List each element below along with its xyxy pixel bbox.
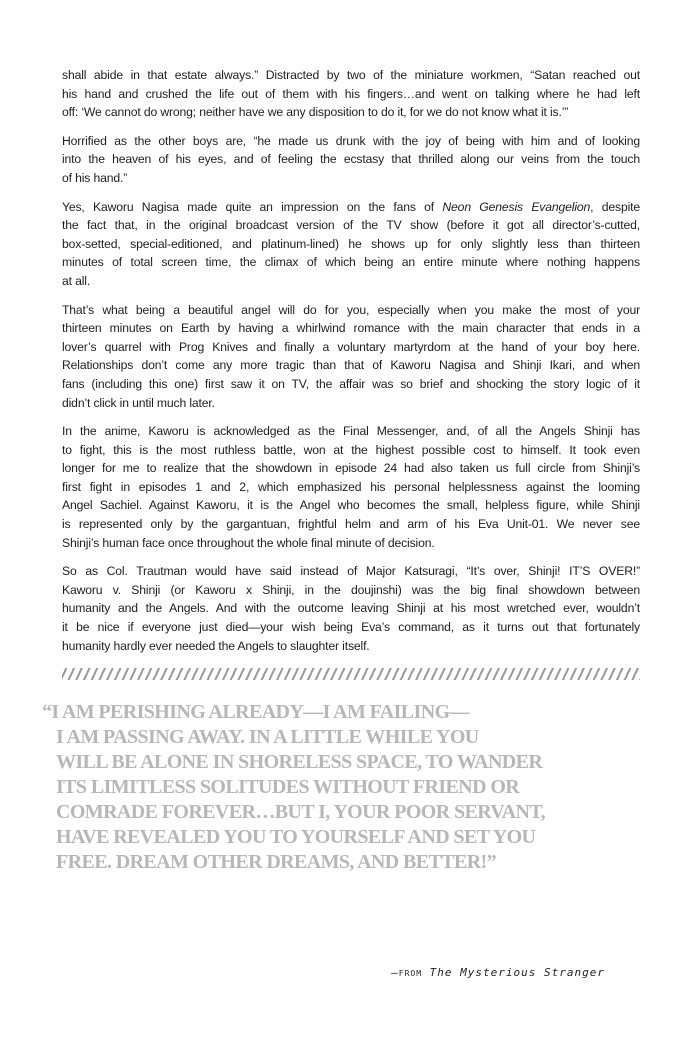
text-line: So as Col. Trautman would have said instead of Major Katsuragi, “It’s over, Shinji! IT’S OVER!” — [62, 564, 640, 579]
paragraph-3 — [62, 198, 640, 291]
text-line: the fact that, in the original broadcast version of the TV show (before it got all director’s-cutted, — [62, 218, 640, 233]
paragraph-5 — [62, 422, 640, 552]
text-line: humanity hardly ever needed the Angels to slaughter itself. — [62, 638, 370, 653]
text-line: lover’s quarrel with Prog Knives and finally a voluntary martyrdom at the hand of your boy here. — [62, 339, 640, 354]
text-line: didn’t click in until much later. — [62, 395, 215, 410]
text-line: into the heaven of his eyes, and of feeling the ecstasy that thrilled along our veins from the touch — [62, 152, 640, 167]
text-line: Shinji’s human face once throughout the whole final minute of decision. — [62, 535, 435, 550]
text-line: Relationships don’t come any more tragic than that of Kaworu Nagisa and Shinji Ikari, and when — [62, 358, 640, 373]
paragraph-1 — [62, 66, 640, 122]
text-line: first fight in episodes 1 and 2, which emphasized his personal helplessness against the looming — [62, 479, 640, 494]
text-line — [62, 198, 640, 217]
show-title: Neon Genesis Evangelion — [442, 199, 591, 214]
text-line: shall abide in that estate always.” Distracted by two of the miniature workmen, “Satan reached out — [62, 68, 640, 82]
text-line: to fight, this is the most ruthless battle, won at the highest possible cost to himself. It took even — [62, 442, 640, 457]
paragraph-2 — [62, 132, 640, 188]
text-run: , despite — [590, 199, 640, 214]
text-line: thirteen minutes on Earth by having a whirlwind romance with the main character that ends in a — [62, 321, 640, 336]
text-line: Horrified as the other boys are, “he made us drunk with the joy of being with him and of looking — [62, 133, 640, 148]
attribution-title: The Mysterious Stranger — [429, 966, 605, 979]
quote-line: I AM PASSING AWAY. IN A LITTLE WHILE YOU — [56, 726, 479, 748]
quote-attribution — [391, 966, 605, 979]
attribution-prefix: —from — [391, 966, 423, 979]
quote-line: WILL BE ALONE IN SHORELESS SPACE, TO WANDER — [56, 751, 543, 773]
hatched-divider — [62, 668, 640, 680]
text-line: is represented only by the gargantuan, frightful helm and arm of his Eva Unit-01. We never see — [62, 517, 640, 532]
text-line: That’s what being a beautiful angel will do for you, especially when you make the most of your — [62, 302, 640, 317]
text-line: longer for me to realize that the showdown in episode 24 had also taken us full circle from Shinji’s — [62, 461, 640, 476]
text-line: box-setted, special-editioned, and platinum-lined) he shows up for only slightly less than thirteen — [62, 236, 640, 251]
paragraph-4 — [62, 301, 640, 413]
text-run: Yes, Kaworu Nagisa made quite an impression on the fans of — [62, 199, 443, 214]
text-line: In the anime, Kaworu is acknowledged as the Final Messenger, and, of all the Angels Shinji has — [62, 424, 640, 439]
text-line: fans (including this one) first saw it on TV, the affair was so brief and shocking the story logic of it — [62, 376, 640, 391]
text-line: minutes of total screen time, the climax of which being an entire minute where nothing happens — [62, 255, 640, 270]
text-line: humanity and the Angels. And with the outcome leaving Shinji at his most wretched ever, wouldn’t — [62, 601, 640, 616]
quote-line: HAVE REVEALED YOU TO YOURSELF AND SET YOU — [56, 826, 536, 848]
paragraph-6 — [62, 562, 640, 655]
quote-line: FREE. DREAM OTHER DREAMS, AND BETTER!” — [56, 851, 497, 873]
text-line: at all. — [62, 273, 91, 288]
text-line: off: ‘We cannot do wrong; neither have we any disposition to do it, for we do not know what it is.’” — [62, 105, 569, 120]
text-line: it be nice if everyone just died—your wish being Eva’s command, as it turns out that fortunately — [62, 620, 640, 635]
text-line: his hand and crushed the life out of them with his fingers…and went on talking where he had left — [62, 86, 640, 101]
quote-line: COMRADE FOREVER…BUT I, YOUR POOR SERVANT, — [56, 801, 546, 823]
pull-quote — [42, 700, 642, 875]
text-line: Kaworu v. Shinji (or Kaworu x Shinji, in the doujinshi) was the big final showdown between — [62, 582, 640, 597]
quote-line: “I AM PERISHING ALREADY—I AM FAILING— — [42, 701, 469, 723]
body-text — [62, 66, 640, 665]
quote-line: ITS LIMITLESS SOLITUDES WITHOUT FRIEND OR — [56, 776, 520, 798]
text-line: of his hand.” — [62, 170, 128, 185]
text-line: Angel Sachiel. Against Kaworu, it is the Angel who becomes the small, helpless figure, while Shinji — [62, 498, 640, 513]
